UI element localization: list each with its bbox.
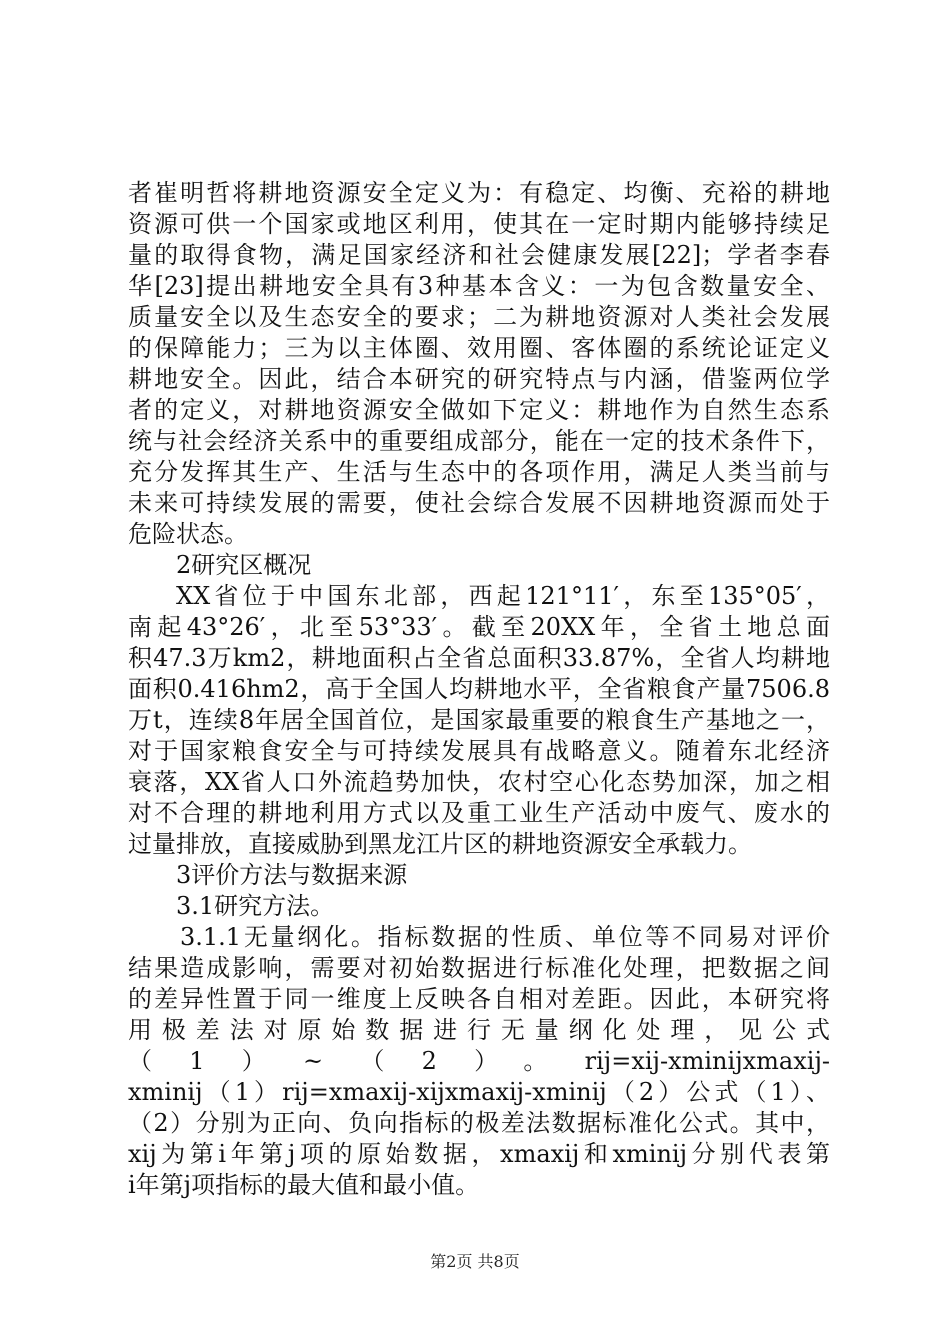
paragraph-line: （1）~（2）。rij=xij-xminijxmaxij- xyxy=(128,1047,830,1075)
paragraph-line: 者的定义，对耕地资源安全做如下定义：耕地作为自然生态系 xyxy=(128,396,830,424)
paragraph-line: 统与社会经济关系中的重要组成部分，能在一定的技术条件下， xyxy=(128,427,830,455)
paragraph-line: 的保障能力；三为以主体圈、效用圈、客体圈的系统论证定义 xyxy=(128,334,830,362)
paragraph-line: 过量排放，直接威胁到黑龙江片区的耕地资源安全承载力。 xyxy=(128,830,752,858)
paragraph-line: 充分发挥其生产、生活与生态中的各项作用，满足人类当前与 xyxy=(128,458,830,486)
paragraph-line: （2）分别为正向、负向指标的极差法数据标准化公式。其中， xyxy=(128,1109,830,1137)
paragraph-line: 积47.3万km2，耕地面积占全省总面积33.87%，全省人均耕地 xyxy=(128,644,830,672)
paragraph-line: XX省位于中国东北部，西起121°11′，东至135°05′， xyxy=(176,582,830,610)
paragraph-line: 危险状态。 xyxy=(128,520,248,548)
paragraph-line: 万t，连续8年居全国首位，是国家最重要的粮食生产基地之一， xyxy=(128,706,830,734)
paragraph-line: 3.1.1无量纲化。指标数据的性质、单位等不同易对评价 xyxy=(180,923,830,951)
paragraph-line: xminij（1）rij=xmaxij-xijxmaxij-xminij（2）公式（1）、 xyxy=(128,1078,830,1106)
paragraph-line: 未来可持续发展的需要，使社会综合发展不因耕地资源而处于 xyxy=(128,489,830,517)
subsection-heading: 3.1研究方法。 xyxy=(176,892,335,920)
paragraph-line: 面积0.416hm2，高于全国人均耕地水平，全省粮食产量7506.8 xyxy=(128,675,830,703)
paragraph-line: 华[23]提出耕地安全具有3种基本含义：一为包含数量安全、 xyxy=(128,272,830,300)
paragraph-line: xij为第i年第j项的原始数据，xmaxij和xminij分别代表第 xyxy=(128,1140,830,1168)
paragraph-line: i年第j项指标的最大值和最小值。 xyxy=(128,1171,480,1199)
paragraph-line: 结果造成影响，需要对初始数据进行标准化处理，把数据之间 xyxy=(128,954,830,982)
paragraph-line: 量的取得食物，满足国家经济和社会健康发展[22]；学者李春 xyxy=(128,241,830,269)
paragraph-line: 质量安全以及生态安全的要求；二为耕地资源对人类社会发展 xyxy=(128,303,830,331)
paragraph-line: 资源可供一个国家或地区利用，使其在一定时期内能够持续足 xyxy=(128,210,830,238)
section-heading: 2研究区概况 xyxy=(176,551,312,579)
paragraph-line: 的差异性置于同一维度上反映各自相对差距。因此，本研究将 xyxy=(128,985,830,1013)
paragraph-line: 者崔明哲将耕地资源安全定义为：有稳定、均衡、充裕的耕地 xyxy=(128,179,830,207)
paragraph-line: 用极差法对原始数据进行无量纲化处理，见公式 xyxy=(128,1016,830,1044)
paragraph-line: 南起43°26′，北至53°33′。截至20XX年，全省土地总面 xyxy=(128,613,830,641)
paragraph-line: 对于国家粮食安全与可持续发展具有战略意义。随着东北经济 xyxy=(128,737,830,765)
page-number-footer: 第2页 共8页 xyxy=(430,1252,520,1271)
paragraph-line: 对不合理的耕地利用方式以及重工业生产活动中废气、废水的 xyxy=(128,799,830,827)
paragraph-line: 衰落，XX省人口外流趋势加快，农村空心化态势加深，加之相 xyxy=(128,768,830,796)
section-heading: 3评价方法与数据来源 xyxy=(176,861,408,889)
paragraph-line: 耕地安全。因此，结合本研究的研究特点与内涵，借鉴两位学 xyxy=(128,365,830,393)
